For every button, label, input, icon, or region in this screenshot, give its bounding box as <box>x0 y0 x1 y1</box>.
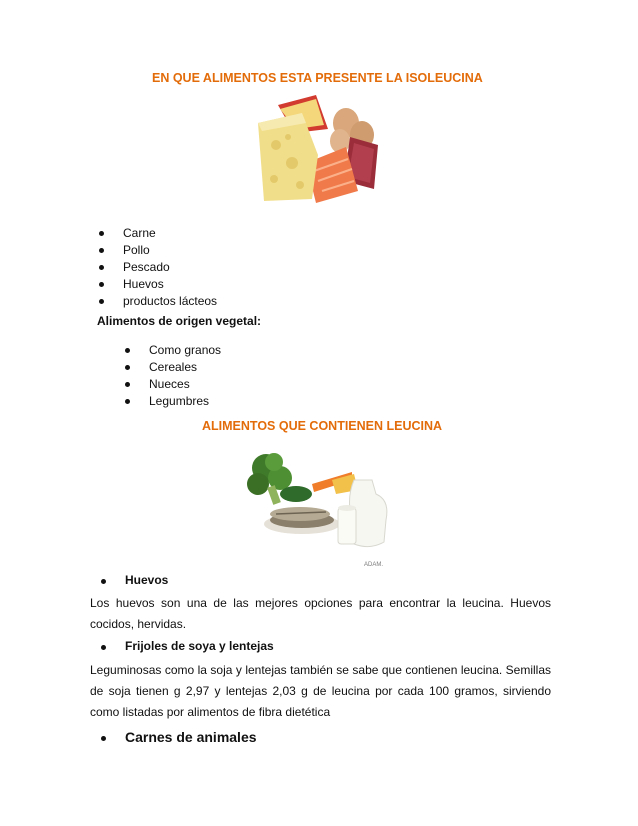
vegetal-heading: Alimentos de origen vegetal: <box>97 314 262 328</box>
section-huevos-heading: Huevos <box>125 573 168 587</box>
leucine-foods-image <box>240 450 400 572</box>
list-item: Cereales <box>123 359 423 376</box>
bullet-icon <box>125 348 130 353</box>
bullet-icon <box>125 399 130 404</box>
vegetal-foods-list <box>123 342 423 410</box>
bullet-icon <box>99 248 104 253</box>
section-carnes-heading: Carnes de animales <box>125 729 257 745</box>
bullet-icon <box>125 365 130 370</box>
section-huevos-text: Los huevos son una de las mejores opciones para encontrar la leucina. Huevos cocidos, hervidas. <box>90 596 551 631</box>
section-frijoles-text: Leguminosas como la soja y lentejas también se sabe que contienen leucina. Semillas de soja tienen g 2,97 y lentejas 2,03 g de leucina por cada 100 gramos, sirviendo como listadas por alimentos de fibra dietética <box>90 663 551 719</box>
list-item: productos lácteos <box>97 293 397 310</box>
bullet-icon <box>99 231 104 236</box>
list-item: Como granos <box>123 342 423 359</box>
list-item: Carne <box>97 225 397 242</box>
list-item: Pollo <box>97 242 397 259</box>
bullet-icon <box>125 382 130 387</box>
bullet-icon <box>101 736 106 741</box>
section-frijoles-heading: Frijoles de soya y lentejas <box>125 639 274 653</box>
adam-watermark: ADAM. <box>364 562 384 568</box>
protein-foods-image <box>254 93 382 207</box>
bullet-icon <box>101 645 106 650</box>
list-item: Pescado <box>97 259 397 276</box>
bullet-icon <box>101 579 106 584</box>
list-item: Legumbres <box>123 393 423 410</box>
list-item: Nueces <box>123 376 423 393</box>
animal-foods-list <box>97 225 397 310</box>
bullet-icon <box>99 299 104 304</box>
title-isoleucina: EN QUE ALIMENTOS ESTA PRESENTE LA ISOLEUCINA <box>152 71 483 85</box>
bullet-icon <box>99 282 104 287</box>
list-item: Huevos <box>97 276 397 293</box>
title-leucina: ALIMENTOS QUE CONTIENEN LEUCINA <box>202 419 443 433</box>
bullet-icon <box>99 265 104 270</box>
